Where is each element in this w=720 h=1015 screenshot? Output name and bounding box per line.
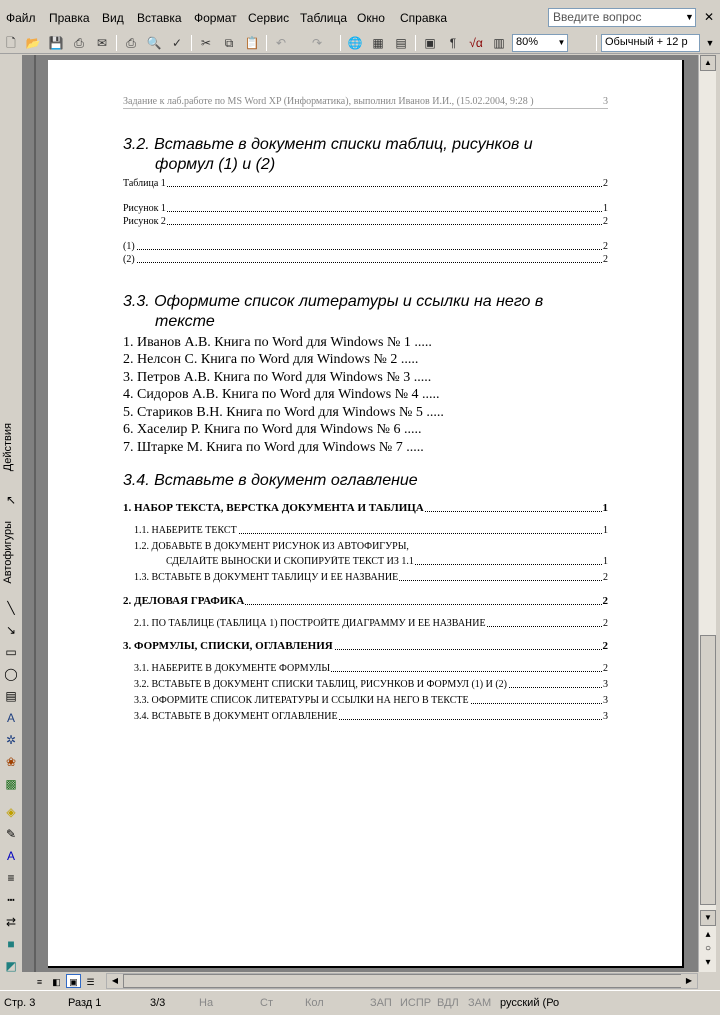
status-extend[interactable]: ВДЛ <box>437 997 459 1009</box>
toolbar-separator <box>596 35 597 51</box>
chevron-down-icon[interactable]: ▼ <box>705 38 715 48</box>
hyperlink-icon[interactable]: 🌐 <box>347 36 363 50</box>
toc-entry[interactable]: 1.3. ВСТАВЬТЕ В ДОКУМЕНТ ТАБЛИЦУ И ЕЕ НАЗВАНИЕ 2 <box>134 572 608 583</box>
horizontal-bar <box>22 972 720 990</box>
clip-art-icon[interactable]: ❀ <box>5 755 17 769</box>
menu-file[interactable]: Файл <box>6 11 36 25</box>
text-box-icon[interactable]: ▤ <box>5 689 17 703</box>
horizontal-scroll-thumb[interactable] <box>123 974 683 988</box>
toc-entry[interactable]: 1.1. НАБЕРИТЕ ТЕКСТ 1 <box>134 525 608 536</box>
toolbar-separator <box>116 35 117 51</box>
status-page: Стр. 3 <box>4 997 36 1009</box>
autoshapes-menu[interactable]: Автофигуры <box>2 521 14 584</box>
copy-icon[interactable]: ⧉ <box>224 36 234 50</box>
insert-table-icon[interactable]: ▤ <box>395 36 407 50</box>
vertical-scrollbar[interactable] <box>698 55 716 972</box>
print-icon[interactable]: ⎙ <box>126 36 136 50</box>
list-item: 5. Стариков В.Н. Книга по Word для Windows № 5 ..... <box>123 405 444 420</box>
list-item: 1. Иванов А.В. Книга по Word для Windows № 1 ..... <box>123 335 432 350</box>
line-style-icon[interactable]: ≡ <box>7 871 15 885</box>
toc-entry[interactable]: 3.1. НАБЕРИТЕ В ДОКУМЕНТЕ ФОРМУЛЫ 2 <box>134 663 608 674</box>
drawing-icon[interactable]: ▥ <box>493 36 505 50</box>
toolbar-separator <box>266 35 267 51</box>
menu-bar <box>0 0 720 34</box>
menu-edit[interactable]: Правка <box>49 11 90 25</box>
status-bar <box>0 990 720 1015</box>
list-item: (1) 2 <box>123 241 608 252</box>
status-section: Разд 1 <box>68 997 102 1009</box>
list-item: Рисунок 1 1 <box>123 203 608 214</box>
list-item: (2) 2 <box>123 254 608 265</box>
wordart-icon[interactable]: A <box>6 711 15 725</box>
menu-table[interactable]: Таблица <box>300 11 348 25</box>
status-overtype[interactable]: ЗАМ <box>468 997 492 1009</box>
close-icon[interactable]: ✕ <box>703 10 715 24</box>
web-view-icon[interactable]: ◧ <box>52 977 61 987</box>
scroll-left-icon[interactable]: ◀ <box>107 974 123 988</box>
next-page-icon[interactable]: ▾ <box>705 957 711 968</box>
list-item: Рисунок 2 2 <box>123 216 608 227</box>
chevron-down-icon[interactable]: ▼ <box>557 38 566 47</box>
redo-icon[interactable]: ↷ <box>311 36 323 50</box>
previous-page-icon[interactable]: ▴ <box>705 929 711 940</box>
email-icon[interactable]: ✉ <box>96 36 108 50</box>
header-text: Задание к лаб.работе по MS Word XP (Информатика), выполнил Иванов И.И., (15.02.2004, 9:28 ) <box>123 96 534 107</box>
paste-icon[interactable]: 📋 <box>244 36 260 50</box>
toc-entry[interactable]: 1. НАБОР ТЕКСТА, ВЕРСТКА ДОКУМЕНТА И ТАБЛИЦА 1 <box>123 502 608 514</box>
select-browse-object-icon[interactable]: ○ <box>704 943 712 954</box>
section-heading-3-4: 3.4. Вставьте в документ оглавление <box>123 472 418 489</box>
status-line: Ст <box>260 997 273 1009</box>
status-track-changes[interactable]: ИСПР <box>400 997 432 1009</box>
shadow-icon[interactable]: ■ <box>7 937 15 951</box>
arrow-style-icon[interactable]: ⇄ <box>5 915 17 929</box>
menu-window[interactable]: Окно <box>357 11 385 25</box>
show-hide-icon[interactable]: ¶ <box>449 36 457 50</box>
status-record[interactable]: ЗАП <box>370 997 392 1009</box>
vertical-scroll-thumb[interactable] <box>700 635 716 905</box>
list-item: 4. Сидоров А.В. Книга по Word для Windows № 4 ..... <box>123 387 440 402</box>
document-map-icon[interactable]: ▣ <box>424 36 436 50</box>
permission-icon[interactable]: ⎙ <box>74 36 84 50</box>
status-pages: 3/3 <box>150 997 166 1009</box>
toolbar-separator <box>191 35 192 51</box>
menu-insert[interactable]: Вставка <box>137 11 182 25</box>
standard-toolbar <box>0 32 720 54</box>
toc-entry[interactable]: 3.4. ВСТАВЬТЕ В ДОКУМЕНТ ОГЛАВЛЕНИЕ 3 <box>134 711 608 722</box>
tables-borders-icon[interactable]: ▦ <box>372 36 384 50</box>
arrow-icon[interactable]: ↘ <box>5 623 17 637</box>
fill-color-icon[interactable]: ◈ <box>6 805 16 819</box>
toc-entry[interactable]: 2.1. ПО ТАБЛИЦЕ (ТАБЛИЦА 1) ПОСТРОЙТЕ ДИАГРАММУ И ЕЕ НАЗВАНИЕ 2 <box>134 618 608 629</box>
toc-entry[interactable]: 3. ФОРМУЛЫ, СПИСКИ, ОГЛАВЛЕНИЯ 2 <box>123 640 608 652</box>
toc-entry[interactable]: 3.3. ОФОРМИТЕ СПИСОК ЛИТЕРАТУРЫ И ССЫЛКИ НА НЕГО В ТЕКСТЕ 3 <box>134 695 608 706</box>
list-item: 6. Хаселир Р. Книга по Word для Windows № 6 ..... <box>123 422 422 437</box>
toc-entry[interactable]: 2. ДЕЛОВАЯ ГРАФИКА 2 <box>123 595 608 607</box>
list-item: 7. Штарке М. Книга по Word для Windows № 7 ..... <box>123 440 424 455</box>
toc-entry[interactable]: СДЕЛАЙТЕ ВЫНОСКИ И СКОПИРУЙТЕ ТЕКСТ ИЗ 1.1 1 <box>166 556 608 567</box>
spelling-icon[interactable]: ✓ <box>171 36 183 50</box>
horizontal-scrollbar[interactable] <box>106 973 698 989</box>
cut-icon[interactable]: ✂ <box>200 36 212 50</box>
toolbar-separator <box>415 35 416 51</box>
dash-style-icon[interactable]: ┅ <box>7 893 15 907</box>
scroll-right-icon[interactable]: ▶ <box>681 974 697 988</box>
list-item: Таблица 1 2 <box>123 178 608 189</box>
section-heading-3-2-cont: формул (1) и (2) <box>155 156 276 173</box>
page-header <box>123 96 608 109</box>
line-icon[interactable]: ╲ <box>7 601 15 615</box>
style-select[interactable]: Обычный + 12 р <box>601 34 700 52</box>
open-folder-icon[interactable]: 📂 <box>25 36 41 50</box>
save-icon[interactable]: 💾 <box>48 36 64 50</box>
page-left-edge <box>34 55 36 972</box>
scroll-up-icon[interactable]: ▲ <box>700 55 716 71</box>
font-color-icon[interactable]: A <box>6 849 15 863</box>
undo-icon[interactable]: ↶ <box>275 36 287 50</box>
oval-icon[interactable]: ◯ <box>4 667 18 681</box>
menu-help[interactable]: Справка <box>400 11 448 25</box>
status-column: Кол <box>305 997 324 1009</box>
document-page[interactable] <box>48 60 684 968</box>
document-area <box>22 55 698 972</box>
header-page-number: 3 <box>603 96 608 107</box>
section-heading-3-3: 3.3. Оформите список литературы и ссылки на него в <box>123 293 544 310</box>
menu-view[interactable]: Вид <box>102 11 124 25</box>
zoom-select[interactable]: 80% <box>512 34 568 52</box>
section-heading-3-2: 3.2. Вставьте в документ списки таблиц, рисунков и <box>123 136 533 153</box>
normal-view-icon[interactable]: ≡ <box>36 977 43 987</box>
menu-tools[interactable]: Сервис <box>248 11 290 25</box>
new-document-icon[interactable]: 🗋 <box>6 36 16 50</box>
menu-format[interactable]: Формат <box>194 11 237 25</box>
toolbar-separator <box>340 35 341 51</box>
toc-entry[interactable]: 3.2. ВСТАВЬТЕ В ДОКУМЕНТ СПИСКИ ТАБЛИЦ, РИСУНКОВ И ФОРМУЛ (1) И (2) 3 <box>134 679 608 690</box>
toc-entry[interactable]: 1.2. ДОБАВЬТЕ В ДОКУМЕНТ РИСУНОК ИЗ АВТОФИГУРЫ, <box>134 541 409 552</box>
chevron-down-icon[interactable]: ▼ <box>685 12 694 22</box>
line-color-icon[interactable]: ✎ <box>5 827 17 841</box>
status-language: русский (Ро <box>500 997 560 1009</box>
actions-menu[interactable]: Действия <box>2 423 14 472</box>
outline-view-icon[interactable]: ☰ <box>86 977 95 987</box>
list-item: 3. Петров А.В. Книга по Word для Windows № 3 ..... <box>123 370 432 385</box>
diagram-icon[interactable]: ✲ <box>5 733 17 747</box>
3d-style-icon[interactable]: ◩ <box>5 959 17 973</box>
rectangle-icon[interactable]: ▭ <box>5 645 17 659</box>
status-at: На <box>199 997 214 1009</box>
scroll-down-icon[interactable]: ▼ <box>700 910 716 926</box>
print-layout-view-icon[interactable]: ▣ <box>66 974 81 988</box>
help-question-input[interactable]: Введите вопрос <box>548 8 696 27</box>
equation-icon[interactable]: √α <box>469 36 483 50</box>
section-heading-3-3-cont: тексте <box>155 313 215 330</box>
list-item: 2. Нелсон С. Книга по Word для Windows № 2 ..... <box>123 352 419 367</box>
picture-icon[interactable]: ▩ <box>5 777 17 791</box>
drawing-toolbar <box>0 55 22 990</box>
print-preview-icon[interactable]: 🔍 <box>146 36 162 50</box>
select-objects-icon[interactable]: ↖ <box>5 493 17 507</box>
